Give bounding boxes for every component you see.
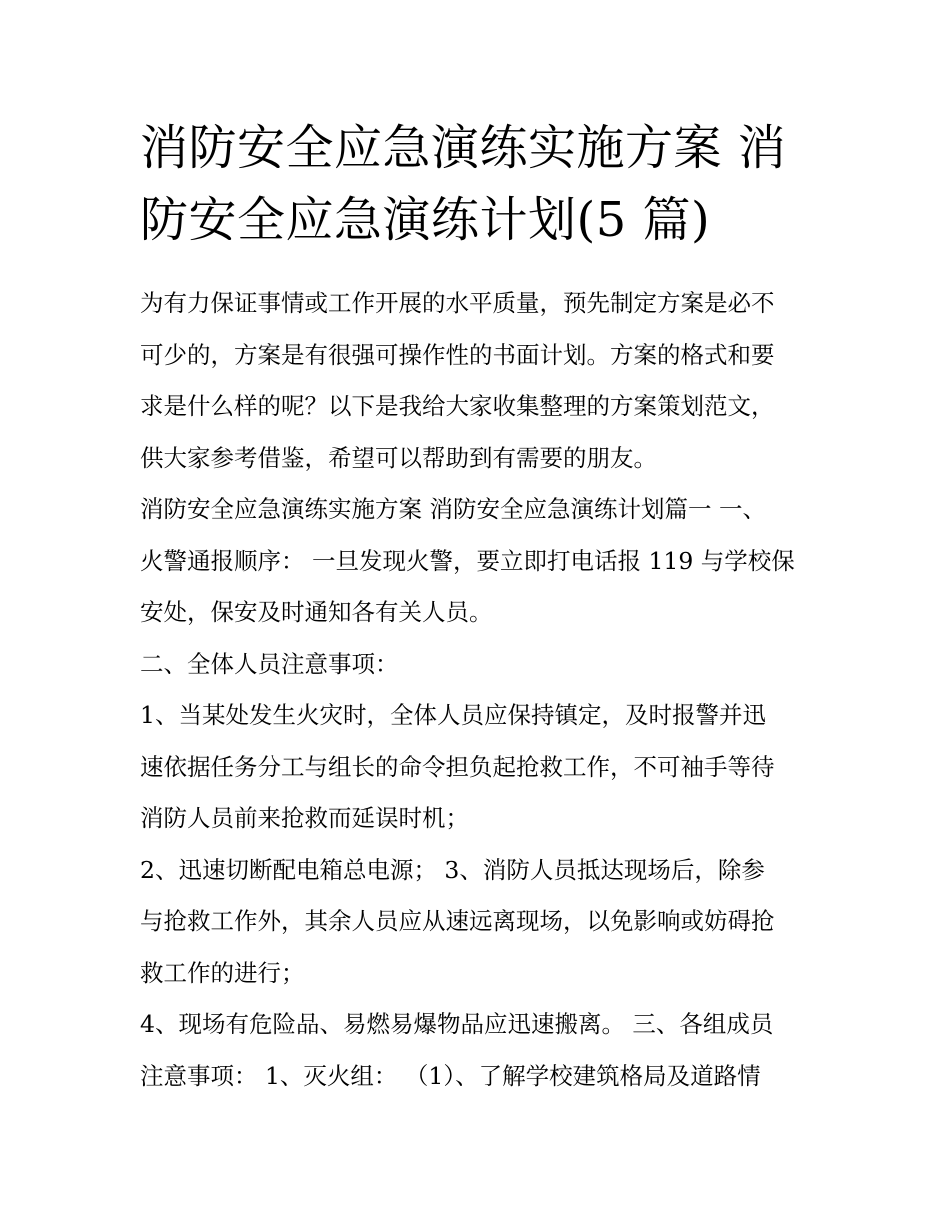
title-line: 消防安全应急演练实施方案 消 [140, 120, 787, 176]
body-line: 二、全体人员注意事项： [140, 649, 399, 678]
body-line: 为有力保证事情或工作开展的水平质量，预先制定方案是必不 [140, 289, 775, 317]
body-line: 注意事项： 1、灭火组： （1）、了解学校建筑格局及道路情 [140, 1061, 761, 1090]
body-line: 速依据任务分工与组长的命令担负起抢救工作，不可袖手等待 [140, 752, 775, 781]
body-line: 消防安全应急演练实施方案 消防安全应急演练计划篇一 一、 [140, 495, 766, 523]
document-title [140, 112, 820, 256]
body-line: 可少的，方案是有很强可操作性的书面计划。方案的格式和要 [140, 340, 775, 369]
body-line: 2、迅速切断配电箱总电源； 3、消防人员抵达现场后，除参 [140, 855, 765, 884]
body-line: 与抢救工作外，其余人员应从速远离现场，以免影响或妨碍抢 [140, 907, 775, 935]
document-body [140, 278, 820, 1102]
body-line: 消防人员前来抢救而延误时机； [140, 804, 469, 832]
body-line: 1、当某处发生火灾时，全体人员应保持镇定，及时报警并迅 [140, 701, 766, 729]
body-line: 求是什么样的呢？以下是我给大家收集整理的方案策划范文， [140, 392, 775, 420]
body-line: 火警通报顺序： 一旦发现火警，要立即打电话报 119 与学校保 [140, 546, 795, 575]
body-line: 救工作的进行； [140, 958, 305, 987]
body-line: 4、现场有危险品、易燃易爆物品应迅速搬离。 三、各组成员 [140, 1010, 774, 1038]
title-line: 防安全应急演练计划(5 篇) [140, 192, 711, 248]
body-line: 安处，保安及时通知各有关人员。 [140, 598, 493, 626]
body-line: 供大家参考借鉴，希望可以帮助到有需要的朋友。 [140, 443, 657, 472]
